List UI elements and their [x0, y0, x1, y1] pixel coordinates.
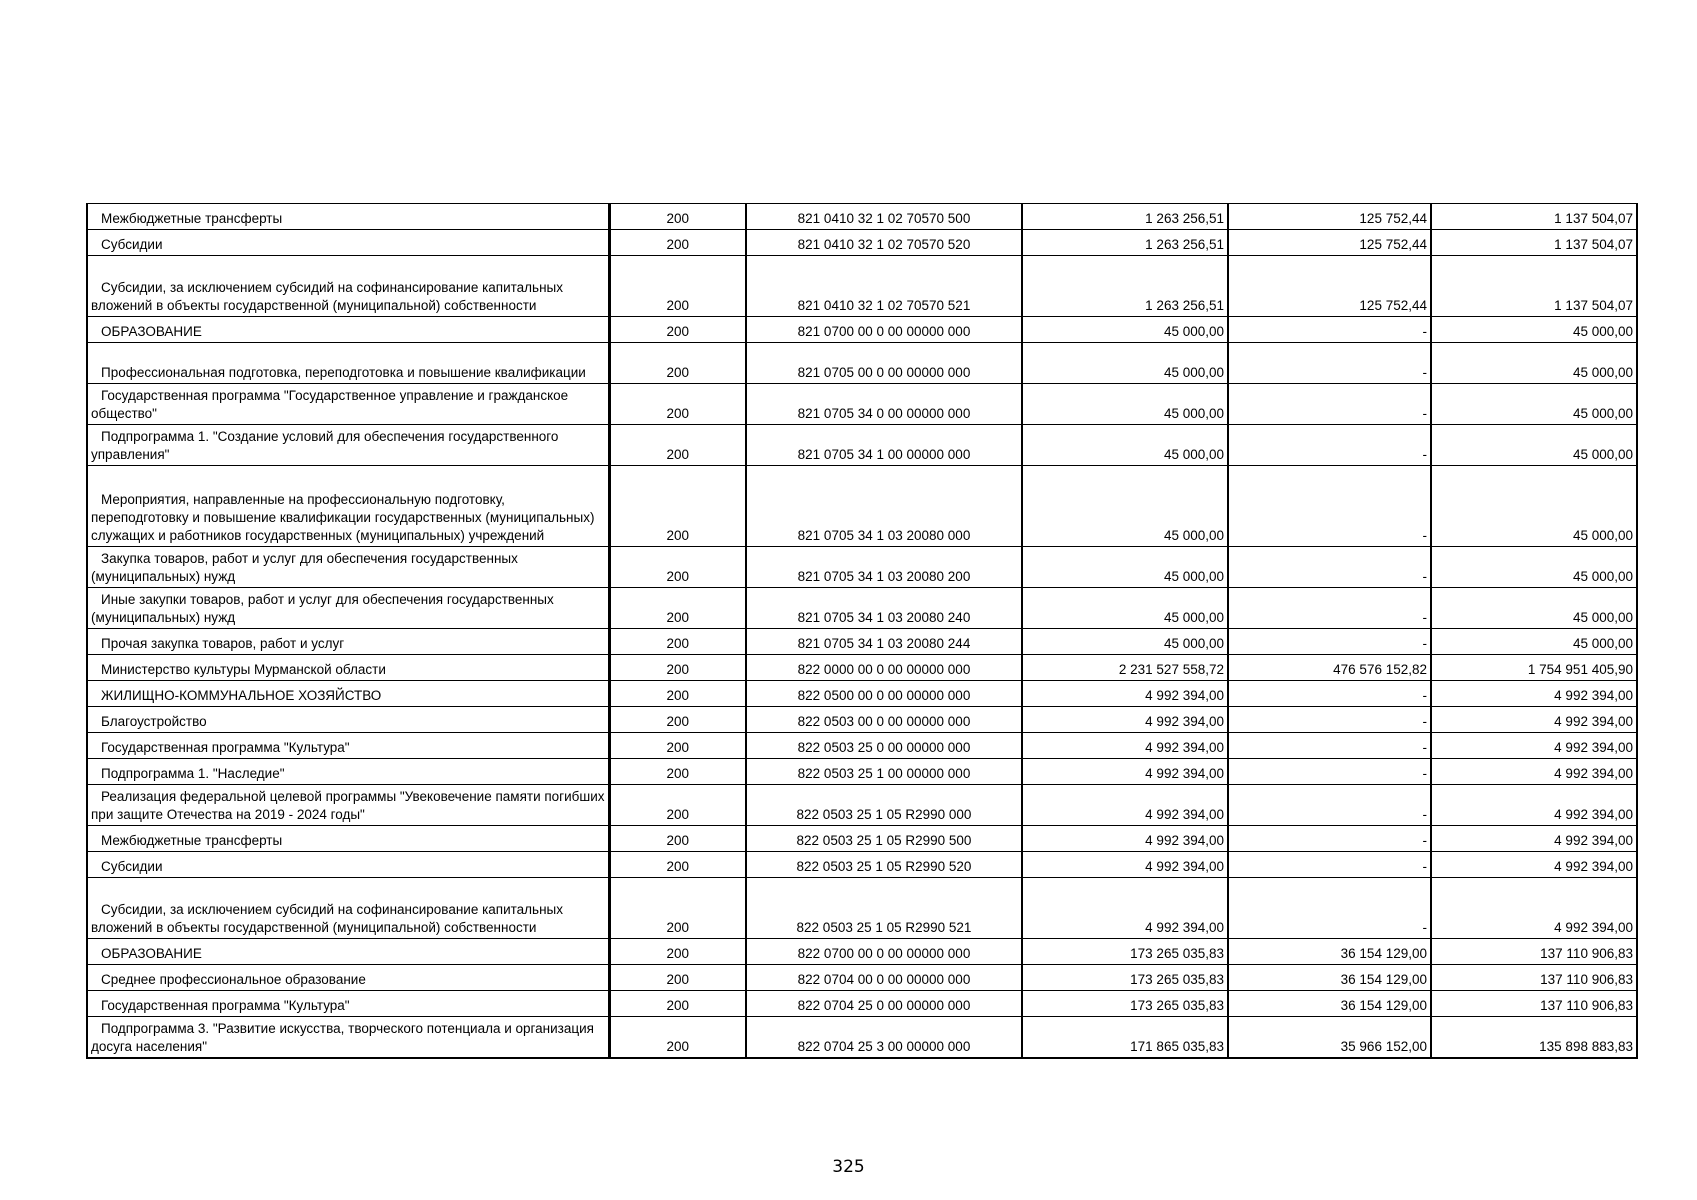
- executed-amount-cell: -: [1228, 629, 1431, 655]
- budget-code-cell: 821 0705 34 1 03 20080 244: [746, 629, 1022, 655]
- item-name-cell: [87, 230, 609, 256]
- unexecuted-amount-cell: 45 000,00: [1431, 425, 1637, 466]
- executed-amount-cell: -: [1228, 547, 1431, 588]
- unexecuted-amount-cell: 4 992 394,00: [1431, 785, 1637, 826]
- executed-amount-cell: -: [1228, 343, 1431, 384]
- table-row: [87, 466, 1637, 547]
- unexecuted-amount-cell: 137 110 906,83: [1431, 991, 1637, 1017]
- line-code-cell: 200: [609, 588, 746, 629]
- line-code-cell: 200: [609, 466, 746, 547]
- executed-amount-cell: -: [1228, 733, 1431, 759]
- budget-code-cell: 822 0503 25 0 00 00000 000: [746, 733, 1022, 759]
- table-row: [87, 343, 1637, 384]
- item-name-cell: [87, 826, 609, 852]
- line-code-cell: 200: [609, 878, 746, 939]
- approved-amount-cell: 173 265 035,83: [1022, 991, 1228, 1017]
- budget-code-cell: 821 0705 34 1 03 20080 000: [746, 466, 1022, 547]
- line-code-cell: 200: [609, 1017, 746, 1058]
- approved-amount-cell: 4 992 394,00: [1022, 759, 1228, 785]
- item-name-text: Мероприятия, направленные на профессиональную подготовку, переподготовку и повышение квалификации государственных (муниципальных) служащих и работников государственных (муниципальных) учреждений: [91, 492, 595, 543]
- item-name-cell: [87, 204, 609, 230]
- unexecuted-amount-cell: 45 000,00: [1431, 547, 1637, 588]
- unexecuted-amount-cell: 4 992 394,00: [1431, 759, 1637, 785]
- item-name-cell: [87, 1017, 609, 1058]
- approved-amount-cell: 2 231 527 558,72: [1022, 655, 1228, 681]
- executed-amount-cell: -: [1228, 681, 1431, 707]
- budget-code-cell: 821 0705 34 1 03 20080 200: [746, 547, 1022, 588]
- item-name-text: Министерство культуры Мурманской области: [101, 662, 386, 677]
- table-row: [87, 707, 1637, 733]
- approved-amount-cell: 45 000,00: [1022, 547, 1228, 588]
- executed-amount-cell: 125 752,44: [1228, 204, 1431, 230]
- executed-amount-cell: -: [1228, 826, 1431, 852]
- item-name-cell: [87, 681, 609, 707]
- item-name-text: Подпрограмма 1. "Создание условий для обеспечения государственного управления": [91, 429, 559, 462]
- executed-amount-cell: 35 966 152,00: [1228, 1017, 1431, 1058]
- line-code-cell: 200: [609, 343, 746, 384]
- executed-amount-cell: 36 154 129,00: [1228, 939, 1431, 965]
- approved-amount-cell: 45 000,00: [1022, 466, 1228, 547]
- item-name-text: Реализация федеральной целевой программы "Увековечение памяти погибших при защите Отечества на 2019 - 2024 годы": [91, 789, 605, 822]
- approved-amount-cell: 173 265 035,83: [1022, 965, 1228, 991]
- approved-amount-cell: 4 992 394,00: [1022, 826, 1228, 852]
- budget-code-cell: 822 0503 25 1 05 R2990 500: [746, 826, 1022, 852]
- item-name-cell: [87, 991, 609, 1017]
- unexecuted-amount-cell: 4 992 394,00: [1431, 852, 1637, 878]
- budget-execution-table: [86, 203, 1638, 1059]
- approved-amount-cell: 1 263 256,51: [1022, 256, 1228, 317]
- line-code-cell: 200: [609, 425, 746, 466]
- table-row: [87, 425, 1637, 466]
- budget-code-cell: 821 0410 32 1 02 70570 500: [746, 204, 1022, 230]
- approved-amount-cell: 4 992 394,00: [1022, 733, 1228, 759]
- line-code-cell: 200: [609, 655, 746, 681]
- item-name-text: ОБРАЗОВАНИЕ: [101, 946, 202, 961]
- item-name-text: Межбюджетные трансферты: [101, 833, 283, 848]
- item-name-cell: [87, 256, 609, 317]
- unexecuted-amount-cell: 135 898 883,83: [1431, 1017, 1637, 1058]
- executed-amount-cell: -: [1228, 317, 1431, 343]
- line-code-cell: 200: [609, 256, 746, 317]
- executed-amount-cell: 476 576 152,82: [1228, 655, 1431, 681]
- budget-code-cell: 821 0705 00 0 00 00000 000: [746, 343, 1022, 384]
- table-row: [87, 204, 1637, 230]
- approved-amount-cell: 4 992 394,00: [1022, 681, 1228, 707]
- table-row: [87, 547, 1637, 588]
- executed-amount-cell: -: [1228, 852, 1431, 878]
- table-row: [87, 1017, 1637, 1058]
- budget-code-cell: 822 0503 00 0 00 00000 000: [746, 707, 1022, 733]
- line-code-cell: 200: [609, 317, 746, 343]
- item-name-cell: [87, 466, 609, 547]
- item-name-cell: [87, 317, 609, 343]
- item-name-text: ОБРАЗОВАНИЕ: [101, 324, 202, 339]
- line-code-cell: 200: [609, 939, 746, 965]
- executed-amount-cell: -: [1228, 878, 1431, 939]
- line-code-cell: 200: [609, 230, 746, 256]
- unexecuted-amount-cell: 4 992 394,00: [1431, 707, 1637, 733]
- unexecuted-amount-cell: 45 000,00: [1431, 317, 1637, 343]
- item-name-text: Субсидии: [101, 859, 163, 874]
- budget-code-cell: 822 0700 00 0 00 00000 000: [746, 939, 1022, 965]
- table-row: [87, 256, 1637, 317]
- table-row: [87, 991, 1637, 1017]
- table-row: [87, 655, 1637, 681]
- unexecuted-amount-cell: 45 000,00: [1431, 588, 1637, 629]
- item-name-text: Иные закупки товаров, работ и услуг для обеспечения государственных (муниципальных) нужд: [91, 592, 554, 625]
- budget-code-cell: 822 0500 00 0 00 00000 000: [746, 681, 1022, 707]
- table-row: [87, 317, 1637, 343]
- approved-amount-cell: 45 000,00: [1022, 588, 1228, 629]
- item-name-text: Профессиональная подготовка, переподготовка и повышение квалификации: [101, 365, 586, 380]
- item-name-cell: [87, 384, 609, 425]
- budget-code-cell: 821 0410 32 1 02 70570 521: [746, 256, 1022, 317]
- line-code-cell: 200: [609, 204, 746, 230]
- table-row: [87, 939, 1637, 965]
- unexecuted-amount-cell: 1 754 951 405,90: [1431, 655, 1637, 681]
- unexecuted-amount-cell: 45 000,00: [1431, 466, 1637, 547]
- item-name-text: Благоустройство: [101, 714, 207, 729]
- item-name-cell: [87, 939, 609, 965]
- table-row: [87, 384, 1637, 425]
- unexecuted-amount-cell: 4 992 394,00: [1431, 681, 1637, 707]
- item-name-text: Среднее профессиональное образование: [101, 972, 366, 987]
- approved-amount-cell: 4 992 394,00: [1022, 785, 1228, 826]
- item-name-text: Субсидии, за исключением субсидий на софинансирование капитальных вложений в объекты государственной (муниципальной) собственности: [91, 280, 563, 313]
- table-row: [87, 965, 1637, 991]
- budget-code-cell: 822 0704 25 3 00 00000 000: [746, 1017, 1022, 1058]
- table-row: [87, 878, 1637, 939]
- line-code-cell: 200: [609, 785, 746, 826]
- item-name-text: Закупка товаров, работ и услуг для обеспечения государственных (муниципальных) нужд: [91, 551, 518, 584]
- line-code-cell: 200: [609, 826, 746, 852]
- table-row: [87, 230, 1637, 256]
- executed-amount-cell: 36 154 129,00: [1228, 965, 1431, 991]
- executed-amount-cell: -: [1228, 384, 1431, 425]
- item-name-cell: [87, 733, 609, 759]
- item-name-cell: [87, 759, 609, 785]
- item-name-cell: [87, 343, 609, 384]
- unexecuted-amount-cell: 137 110 906,83: [1431, 965, 1637, 991]
- executed-amount-cell: 36 154 129,00: [1228, 991, 1431, 1017]
- executed-amount-cell: 125 752,44: [1228, 230, 1431, 256]
- budget-code-cell: 822 0503 25 1 05 R2990 521: [746, 878, 1022, 939]
- unexecuted-amount-cell: 137 110 906,83: [1431, 939, 1637, 965]
- line-code-cell: 200: [609, 991, 746, 1017]
- executed-amount-cell: -: [1228, 588, 1431, 629]
- line-code-cell: 200: [609, 384, 746, 425]
- approved-amount-cell: 45 000,00: [1022, 629, 1228, 655]
- executed-amount-cell: -: [1228, 707, 1431, 733]
- line-code-cell: 200: [609, 681, 746, 707]
- unexecuted-amount-cell: 1 137 504,07: [1431, 204, 1637, 230]
- approved-amount-cell: 45 000,00: [1022, 425, 1228, 466]
- item-name-cell: [87, 965, 609, 991]
- approved-amount-cell: 45 000,00: [1022, 384, 1228, 425]
- line-code-cell: 200: [609, 852, 746, 878]
- table-row: [87, 826, 1637, 852]
- item-name-cell: [87, 655, 609, 681]
- table-row: [87, 629, 1637, 655]
- approved-amount-cell: 45 000,00: [1022, 317, 1228, 343]
- item-name-text: Субсидии, за исключением субсидий на софинансирование капитальных вложений в объекты государственной (муниципальной) собственности: [91, 902, 563, 935]
- item-name-cell: [87, 707, 609, 733]
- executed-amount-cell: -: [1228, 785, 1431, 826]
- unexecuted-amount-cell: 45 000,00: [1431, 629, 1637, 655]
- budget-code-cell: 822 0503 25 1 05 R2990 000: [746, 785, 1022, 826]
- approved-amount-cell: 1 263 256,51: [1022, 204, 1228, 230]
- line-code-cell: 200: [609, 965, 746, 991]
- budget-code-cell: 822 0503 25 1 05 R2990 520: [746, 852, 1022, 878]
- unexecuted-amount-cell: 45 000,00: [1431, 343, 1637, 384]
- line-code-cell: 200: [609, 707, 746, 733]
- item-name-cell: [87, 629, 609, 655]
- budget-code-cell: 821 0410 32 1 02 70570 520: [746, 230, 1022, 256]
- approved-amount-cell: 1 263 256,51: [1022, 230, 1228, 256]
- approved-amount-cell: 4 992 394,00: [1022, 707, 1228, 733]
- item-name-cell: [87, 878, 609, 939]
- table-row: [87, 785, 1637, 826]
- executed-amount-cell: -: [1228, 466, 1431, 547]
- line-code-cell: 200: [609, 629, 746, 655]
- budget-code-cell: 821 0705 34 0 00 00000 000: [746, 384, 1022, 425]
- line-code-cell: 200: [609, 547, 746, 588]
- approved-amount-cell: 171 865 035,83: [1022, 1017, 1228, 1058]
- item-name-cell: [87, 852, 609, 878]
- budget-code-cell: 822 0704 25 0 00 00000 000: [746, 991, 1022, 1017]
- executed-amount-cell: -: [1228, 425, 1431, 466]
- table-row: [87, 852, 1637, 878]
- page-number: 325: [832, 1157, 865, 1177]
- budget-code-cell: 822 0704 00 0 00 00000 000: [746, 965, 1022, 991]
- approved-amount-cell: 4 992 394,00: [1022, 878, 1228, 939]
- item-name-text: Подпрограмма 1. "Наследие": [101, 766, 285, 781]
- line-code-cell: 200: [609, 733, 746, 759]
- unexecuted-amount-cell: 1 137 504,07: [1431, 256, 1637, 317]
- item-name-text: Государственная программа "Культура": [101, 998, 350, 1013]
- line-code-cell: 200: [609, 759, 746, 785]
- table-row: [87, 588, 1637, 629]
- item-name-text: Подпрограмма 3. "Развитие искусства, творческого потенциала и организация досуга населения": [91, 1020, 594, 1054]
- item-name-cell: [87, 425, 609, 466]
- item-name-cell: [87, 588, 609, 629]
- unexecuted-amount-cell: 4 992 394,00: [1431, 733, 1637, 759]
- item-name-text: Субсидии: [101, 237, 163, 252]
- item-name-text: Прочая закупка товаров, работ и услуг: [101, 636, 345, 651]
- item-name-text: Государственная программа "Культура": [101, 740, 350, 755]
- table-row: [87, 681, 1637, 707]
- approved-amount-cell: 45 000,00: [1022, 343, 1228, 384]
- budget-code-cell: 821 0705 34 1 03 20080 240: [746, 588, 1022, 629]
- approved-amount-cell: 173 265 035,83: [1022, 939, 1228, 965]
- executed-amount-cell: 125 752,44: [1228, 256, 1431, 317]
- unexecuted-amount-cell: 45 000,00: [1431, 384, 1637, 425]
- item-name-cell: [87, 785, 609, 826]
- unexecuted-amount-cell: 1 137 504,07: [1431, 230, 1637, 256]
- budget-code-cell: 822 0000 00 0 00 00000 000: [746, 655, 1022, 681]
- approved-amount-cell: 4 992 394,00: [1022, 852, 1228, 878]
- item-name-text: Межбюджетные трансферты: [101, 211, 283, 226]
- budget-code-cell: 821 0705 34 1 00 00000 000: [746, 425, 1022, 466]
- unexecuted-amount-cell: 4 992 394,00: [1431, 878, 1637, 939]
- table-body: [87, 204, 1637, 1058]
- table-row: [87, 733, 1637, 759]
- item-name-text: Государственная программа "Государственное управление и гражданское общество": [91, 388, 569, 421]
- item-name-cell: [87, 547, 609, 588]
- unexecuted-amount-cell: 4 992 394,00: [1431, 826, 1637, 852]
- budget-code-cell: 822 0503 25 1 00 00000 000: [746, 759, 1022, 785]
- item-name-text: ЖИЛИЩНО-КОММУНАЛЬНОЕ ХОЗЯЙСТВО: [101, 688, 382, 703]
- executed-amount-cell: -: [1228, 759, 1431, 785]
- table-row: [87, 759, 1637, 785]
- budget-code-cell: 821 0700 00 0 00 00000 000: [746, 317, 1022, 343]
